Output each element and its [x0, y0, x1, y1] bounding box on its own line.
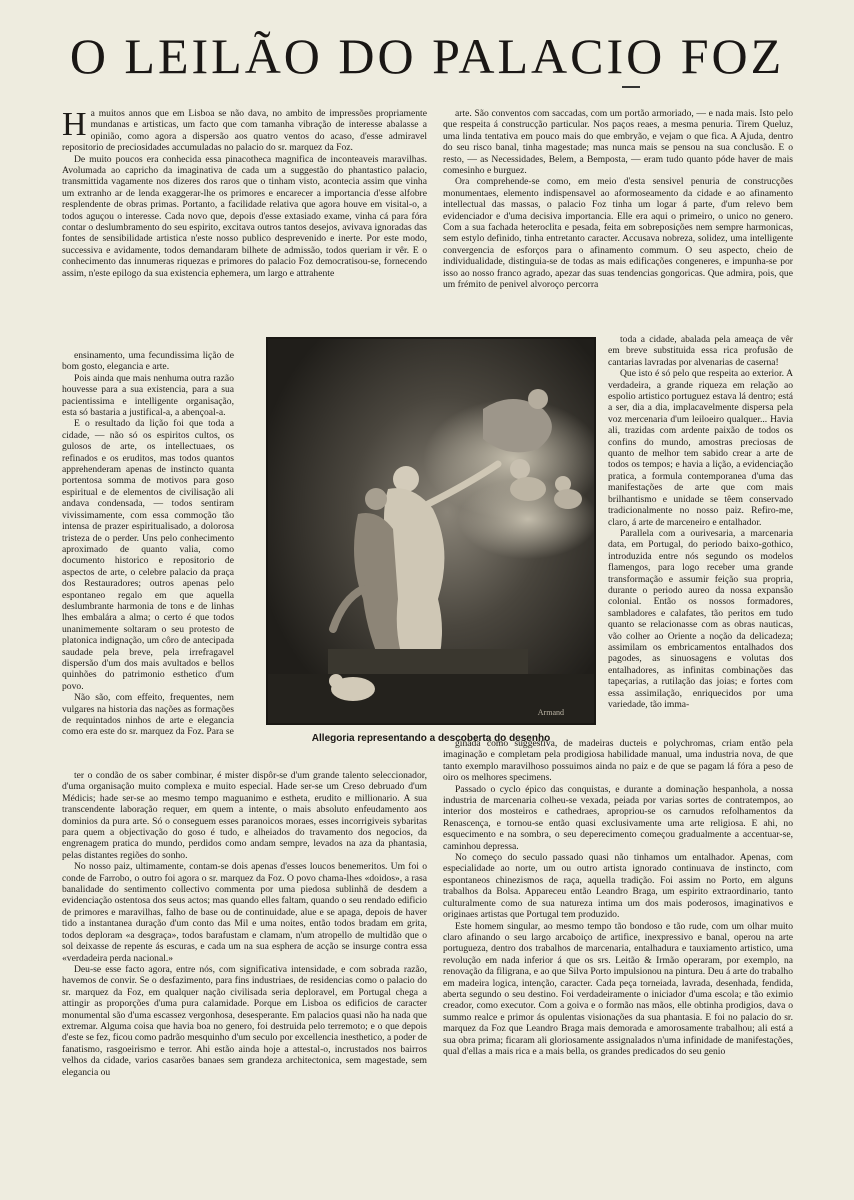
paragraph	[443, 852, 793, 920]
paragraph	[608, 368, 793, 528]
paragraph-text: ensinamento, uma fecundissima lição de bom gosto, elegancia e arte.	[62, 350, 234, 373]
drop-cap: H	[62, 108, 87, 143]
paragraph-text: E o resultado da lição foi que toda a cidade, — não só os espiritos cultos, os gulosos de arte, os intellectuaes, os refinados e os eruditos, mas todos quantos apprehenderam apenas de instincto quanta portentosa somma de motivos para goso espiritual e de elementos de civilisação ali andava condensada, — todos sentiram vivissimamente, com essa commoção tão intensa de prazer espiritualisado, a dolorosa tristeza de o perder. Uns pelo conhecimento aproximado de quanto valia, como documento historico e repositorio de aspectos de arte, o celebre palacio da praça dos Restauradores; outros apenas pelo espontaneo regalo em que aquella deslumbrante harmonia de tons e de linhas lhes embalára a alma; o certo é que todos unanimemente soltaram o seu protesto de platonica indignação, um côro de antecipada saudade pela breve, pela irrefragavel dispersão d'um dos mais avultados e bellos quinhões do patrimonio esthetico d'um povo.	[62, 418, 234, 692]
allegory-painting	[266, 337, 596, 725]
figure-caption: Allegoria representando a descoberta do desenho	[311, 733, 551, 744]
paragraph-text: No começo do seculo passado quasi não tinhamos um entalhador. Apenas, com especialidade ao norte, um ou outro artista ignorado continuava de instincto, com espontaneos chinezismos de raça, aquella tradição. Foi assim no Porto, em alguns trabalhos da Bolsa. Appareceu então Leandro Braga, um espirito extraordinario, tanto culturalmente como de sua natureza intima um dos mais poderosos, imaginativos e originaes artistas que Portugal tem produzido.	[443, 852, 793, 921]
paragraph-text: Ora comprehende-se como, em meio d'esta sensivel penuria de construcções monumentaes, elemento indispensavel ao aformoseamento da cidade e ao afinamento intellectual das massas, o palacio Foz tinha um logar á parte, d'um relevo bem evidenciador e d'uma decisiva importancia. Elle era aqui o primeiro, o unico no genero. Com a sua fachada heteroclita e pesada, feita em sobreposições nem sempre harmonicas, sem estylo definido, tinha entretanto caracter. Accusava nobreza, solidez, uma intelligente convergencia de esforços para o afinamento commum. O seu aspecto, cheio de individualidade, distinguia-se de todas as mais edificações congeneres, e impunha-se por isso ao nosso franco agrado, apezar das suas tendencias gongoricas. Que admira, pois, que um frémito de penivel alvoroço percorra	[443, 176, 793, 291]
paragraph-text: arte. São conventos com saccadas, com um portão armoriado, — e nada mais. Isto pelo que respeita á construcção particular. Nos paços reaes, a mesma penuria. Tirem Queluz, uma linda tentativa em pouco mais do que embryão, e vejam o que fica. A Ajuda, dentro do seu risco banal, tinha magestade; mas nunca mais se pensou na sua conclusão. E o resto, — as Necessidades, Belem, a Bemposta, — eram tudo quanto póde haver de mais comesinho e burguez.	[443, 108, 793, 177]
painting-image	[268, 339, 594, 723]
paragraph	[62, 692, 234, 738]
paragraph-text: Este homem singular, ao mesmo tempo tão bondoso e tão rude, com um olhar muito claro afinando o seu largo arcaboiço de artifice, inexpressivo e banal, operou na arte portugueza, dentro dos trabalhos de marcenaria, entalhadura e tauxiamento artistico, uma revolução em nada inferior á que os srs. Leitão & Irmão operaram, por exemplo, na renovação da filigrana, e ao que Silva Porto impulsionou na pintura. Deu á arte do trabalho em madeira logica, intenção, caracter. Cada peça torneiada, lavrada, desenhada, fendida, aberta segundo o seu destino. Foi verdadeiramente o iniciador d'uma escola; e tão eximio creador, como executor. Com a goiva e o formão nas mãos, elle obtinha prodigios, dava o summo realce e primor ás opulentas visionações da sua phantasia. E foi no palacio do sr. marquez da Foz que Leandro Braga mais demorada e amorosamente trabalhou; ali está a sua obra prima; ficaram ali gloriosamente assignalados n'uma infinidade de manifestações, qual d'ellas a mais rica e a mais bella, os grandes predicados do seu genio	[443, 920, 793, 1057]
title-ornament	[622, 86, 640, 88]
paragraph-text: Que isto é só pelo que respeita ao exterior. A verdadeira, a grande riqueza em relação ao espolio artistico portuguez estava lá dentro; está a ser, dia a dia, implacavelmente dispersa pela voz mercenaria d'um leiloeiro qualquer... Havia ali, trazidas com ardente paixão de todos os confins do mundo, amostras preciosas de quanto de melhor tem sabido crear a arte de todos os tempos; e havia a lição, a evidenciação pratica, a formula contemporanea d'uma das manifestações de arte que com mais brilhantismo e unidade se têem conservado tradicionalmente no nosso paiz. Refiro-me, claro, á arte de marceneiro e entalhador.	[608, 368, 793, 528]
text-column-left-middle	[62, 350, 234, 770]
painting-signature: Armand	[537, 708, 564, 717]
paragraph-text: Pois ainda que mais nenhuma outra razão houvesse para a sua existencia, para a sua pacientissima e intelligente organisação, esta só bastaria a justifical-a, a abençoal-a.	[62, 372, 234, 419]
page-title: O LEILÃO DO PALACIO FOZ	[69, 28, 785, 84]
paragraph	[62, 108, 427, 154]
paragraph-text: Parallela com a ourivesaria, a marcenaria data, em Portugal, do periodo baixo-gothico, introduzida entre nós segundo os modelos flamengos, para logo receber uma grande transformação e assumir feição sua propria, durante o periodo aureo da nossa expansão colonial. Então os nossos formadores, sambladores e calafates, tão peritos em tudo quanto se relacionasse com as obras nauticas, vão colher ao Oriente a noção da delicadeza; assimilam os embricamentos entalhados dos pagodes, as sinuosagens e volutas dos entalhadores, as infinitas combinações das tapeçarias, a rutilação das joias; e fortes com essa assimilação, enriquecidos por uma variedade, tão imma-	[608, 527, 793, 710]
paragraph-text: toda a cidade, abalada pela ameaça de vêr em breve substituida essa rica profusão de cantarias lavradas por alvenarias de caserna!	[608, 334, 793, 368]
paragraph	[62, 373, 234, 419]
paragraph	[62, 964, 427, 1078]
paragraph-text: ter o condão de os saber combinar, é mister dispôr-se d'um grande talento seleccionador, d'uma organisação muito complexa e muito especial. Hade ser-se um Creso debruado d'um Médicis; hade ser-se ao mesmo tempo maguanimo e estheta, erudito e millionario. A sua transcendente laboração requer, em quem a intente, o mais absoluto enfeudamento aos dominios da pura arte. Só o conseguem esses paranoicos moraes, esses incorrigiveis sybaritas para quem a objectivação do goso é tudo, e alheiados do travamento dos negocios, da engrenagem pratica do mundo, perdidos como andam sempre, levados na aza da phantasia, pelas distantes regiões do sonho.	[62, 770, 427, 861]
paragraph	[62, 861, 427, 964]
paragraph-text: Não são, com effeito, frequentes, nem vulgares na historia das nações as formações de requintados ninhos de arte e elegancia como era este do sr. marquez da Foz. Para se	[62, 692, 234, 738]
text-column-right-middle	[608, 334, 793, 738]
paragraph-text: ginada como suggestiva, de madeiras ducteis e polychromas, criam então pela imaginação e completam pela prodigiosa habilidade manual, uma industria nova, de que tanto exemplo maravilhoso possuimos ainda no paiz e de que se pagam lá fóra a peso de oiro os melhores specimens.	[443, 738, 793, 784]
paragraph	[443, 784, 793, 852]
paragraph	[443, 108, 793, 176]
paragraph	[62, 418, 234, 692]
paragraph	[62, 350, 234, 373]
text-column-left-top	[62, 108, 427, 350]
paragraph	[608, 528, 793, 711]
paragraph	[608, 334, 793, 368]
paragraph-text: Deu-se esse facto agora, entre nós, com significativa intensidade, e com sobrada razão, havemos de convir. Se o desfazimento, para fins industriaes, de residencias como o palacio do sr. marquez da Foz, em qualquer nação civilisada seria deploravel, em Portugal chega a attingir as proporções d'uma pura calamidade. Porque em Lisboa os edificios de caracter monumental são d'uma escassez vergonhosa, desesperante. Em palacios quasi não ha nada que extremar. Alguma coisa que havia boa no genero, foi destruida pelo terremoto; e o que depois d'este se fez, ficou como padrão mesquinho d'um seculo por excellencia inesthetico, a poder de fanatismo, rasgoeirismo e terror. Ahi estão ainda hoje a attestal-o, incrustados nos bairros velhos da cidade, varios casarões banaes sem grandeza architectonica, sem magestade, sem elegancia ou	[62, 963, 427, 1078]
paragraph-text: Passado o cyclo épico das conquistas, e durante a dominação hespanhola, a nossa industria de marcenaria colheu-se vexada, peiada por varias sortes de contratempos, ao interior dos mosteiros e cathedraes, apropriou-se os carnudos refolhamentos da Renascença, e tornou-se então quasi exclusivamente uma arte religiosa. E ahi, no esquecimento e na sombra, o seu deperecimento começou gradualmente a accentuar-se, caminhou depressa.	[443, 783, 793, 852]
paragraph	[443, 921, 793, 1058]
text-column-right-top	[443, 108, 793, 334]
text-column-right-bottom	[443, 738, 793, 1170]
text-column-left-bottom	[62, 770, 427, 1170]
paragraph-text: a muitos annos que em Lisboa se não dava, no ambito de impressões propriamente mundanas e artisticas, um facto que com tamanha vibração de interesse abalasse a opinião, como agora a dispersão aos quatro ventos do acaso, d'esse admiravel repositorio de preciosidades accumuladas no palacio do sr. marquez da Foz.	[62, 108, 427, 154]
paragraph	[443, 738, 793, 784]
paragraph-text: No nosso paiz, ultimamente, contam-se dois apenas d'esses loucos benemeritos. Um foi o conde de Farrobo, o outro foi agora o sr. marquez da Foz. O povo chama-lhes «doidos», a rasa banalidade do sentimento collectivo commenta por uma piedosa sublinhã de desdem a evidenciação ostentosa dos seus actos; mas quando elles faltam, quando o seu rendado edificio de primores e maravilhas, falho de base ou de continuidade, alue e se apaga, depois de haver tido a instantanea duração d'um conto das Mil e uma noites, então todos bradam em grita, todos deploram «a desgraça», todos barafustam e clamam, n'um atropello de multidão que o sol deixasse de repente ás escuras, e cada um na sua esphera de acção se insurge contra essa «verdadeira perda nacional.»	[62, 861, 427, 964]
paragraph	[62, 770, 427, 861]
paragraph	[62, 154, 427, 279]
paragraph	[443, 176, 793, 290]
paragraph-text: De muito poucos era conhecida essa pinacotheca magnifica de inconteaveis maravilhas. Avolumada ao capricho da imaginativa de cada um a suggestão do phantastico palacio, transmittida vagamente nos dizeres dos raros que o tinham visto, acontecia assim que vinha um extranho ar de lenda exaggerar-lhe os primores e encarecer a importancia d'esse alfobre resplendente de obras primas. Portanto, a facilidade relativa que agora houve em visital-o, a todos aguçou o interesse. Cada novo que, depois d'esse extasiado exame, vinha cá para fóra contar o deslumbramento do seu espirito, excitava outros tantos desejos, avivava ignoradas das fontes de sensibilidade artistica n'este nosso publico desprevenido e inerte. Por este modo, successiva e avidamente, todos demandaram bilhete de admissão, todos queriam ir vêr. E o conhecimento das innumeras riquezas e primores do palacio Foz democratisou-se, fornecendo assim, n'este epilogo da sua existencia ephemera, um largo e attrahente	[62, 153, 427, 279]
